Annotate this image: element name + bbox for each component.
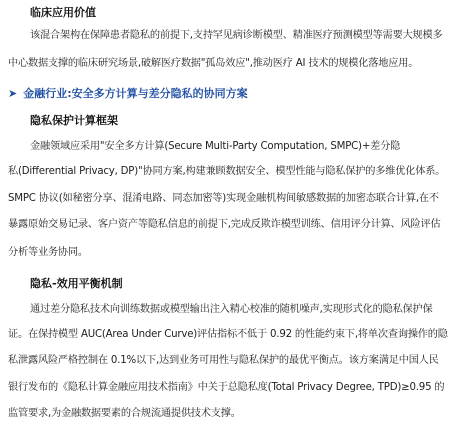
paragraph-line: 该混合架构在保障患者隐私的前提下,支持罕见病诊断模型、精准医疗预测模型等需要大规模多: [30, 30, 443, 41]
arrow-bullet-icon: ➤: [8, 87, 18, 100]
paragraph-line: 私泄露风险严格控制在 0.1%以下,达到业务可用性与隐私保护的最优平衡点。该方案满足中国人民: [8, 355, 439, 366]
paragraph-line: 中心数据支撑的临床研究场景,破解医疗数据"孤岛效应",推动医疗 AI 技术的规模化落地应用。: [8, 58, 419, 69]
paragraph-line: 暴露原始交易记录、客户资产等隐私信息的前提下,完成反欺诈模型训练、信用评分计算、风险评估: [8, 219, 441, 230]
section-title: 金融行业:安全多方计算与差分隐私的协同方案: [23, 87, 248, 100]
paragraph-line: 分析等业务协同。: [8, 247, 88, 258]
paragraph-line: 私(Differential Privacy, DP)"协同方案,构建兼顾数据安全、模型性能与隐私保护的多维优化体系。: [8, 166, 446, 177]
paragraph-line: 监管要求,为金融数据要素的合规流通提供技术支撑。: [8, 408, 241, 419]
paragraph-line: 通过差分隐私技术向训练数据或模型输出注入精心校准的随机噪声,实现形式化的隐私保护保: [30, 304, 433, 315]
paragraph-line: 证。在保持模型 AUC(Area Under Curve)评估指标不低于 0.92 的性能约束下,将单次查询操作的隐: [8, 329, 448, 340]
paragraph-line: 金融领域应采用"安全多方计算(Secure Multi-Party Computation, SMPC)+差分隐: [30, 141, 401, 152]
heading-clinical-value: 临床应用价值: [30, 6, 96, 19]
heading-privacy-utility-balance: 隐私-效用平衡机制: [30, 277, 123, 290]
paragraph-line: 银行发布的《隐私计算金融应用技术指南》中关于总隐私度(Total Privacy Degree, TPD)≥0.95 的: [8, 382, 445, 393]
paragraph-line: SMPC 协议(如秘密分享、混淆电路、同态加密等)实现金融机构间敏感数据的加密态联合计算,在不: [8, 193, 439, 204]
section-heading-finance: [8, 85, 248, 101]
heading-privacy-framework: 隐私保护计算框架: [30, 114, 118, 127]
